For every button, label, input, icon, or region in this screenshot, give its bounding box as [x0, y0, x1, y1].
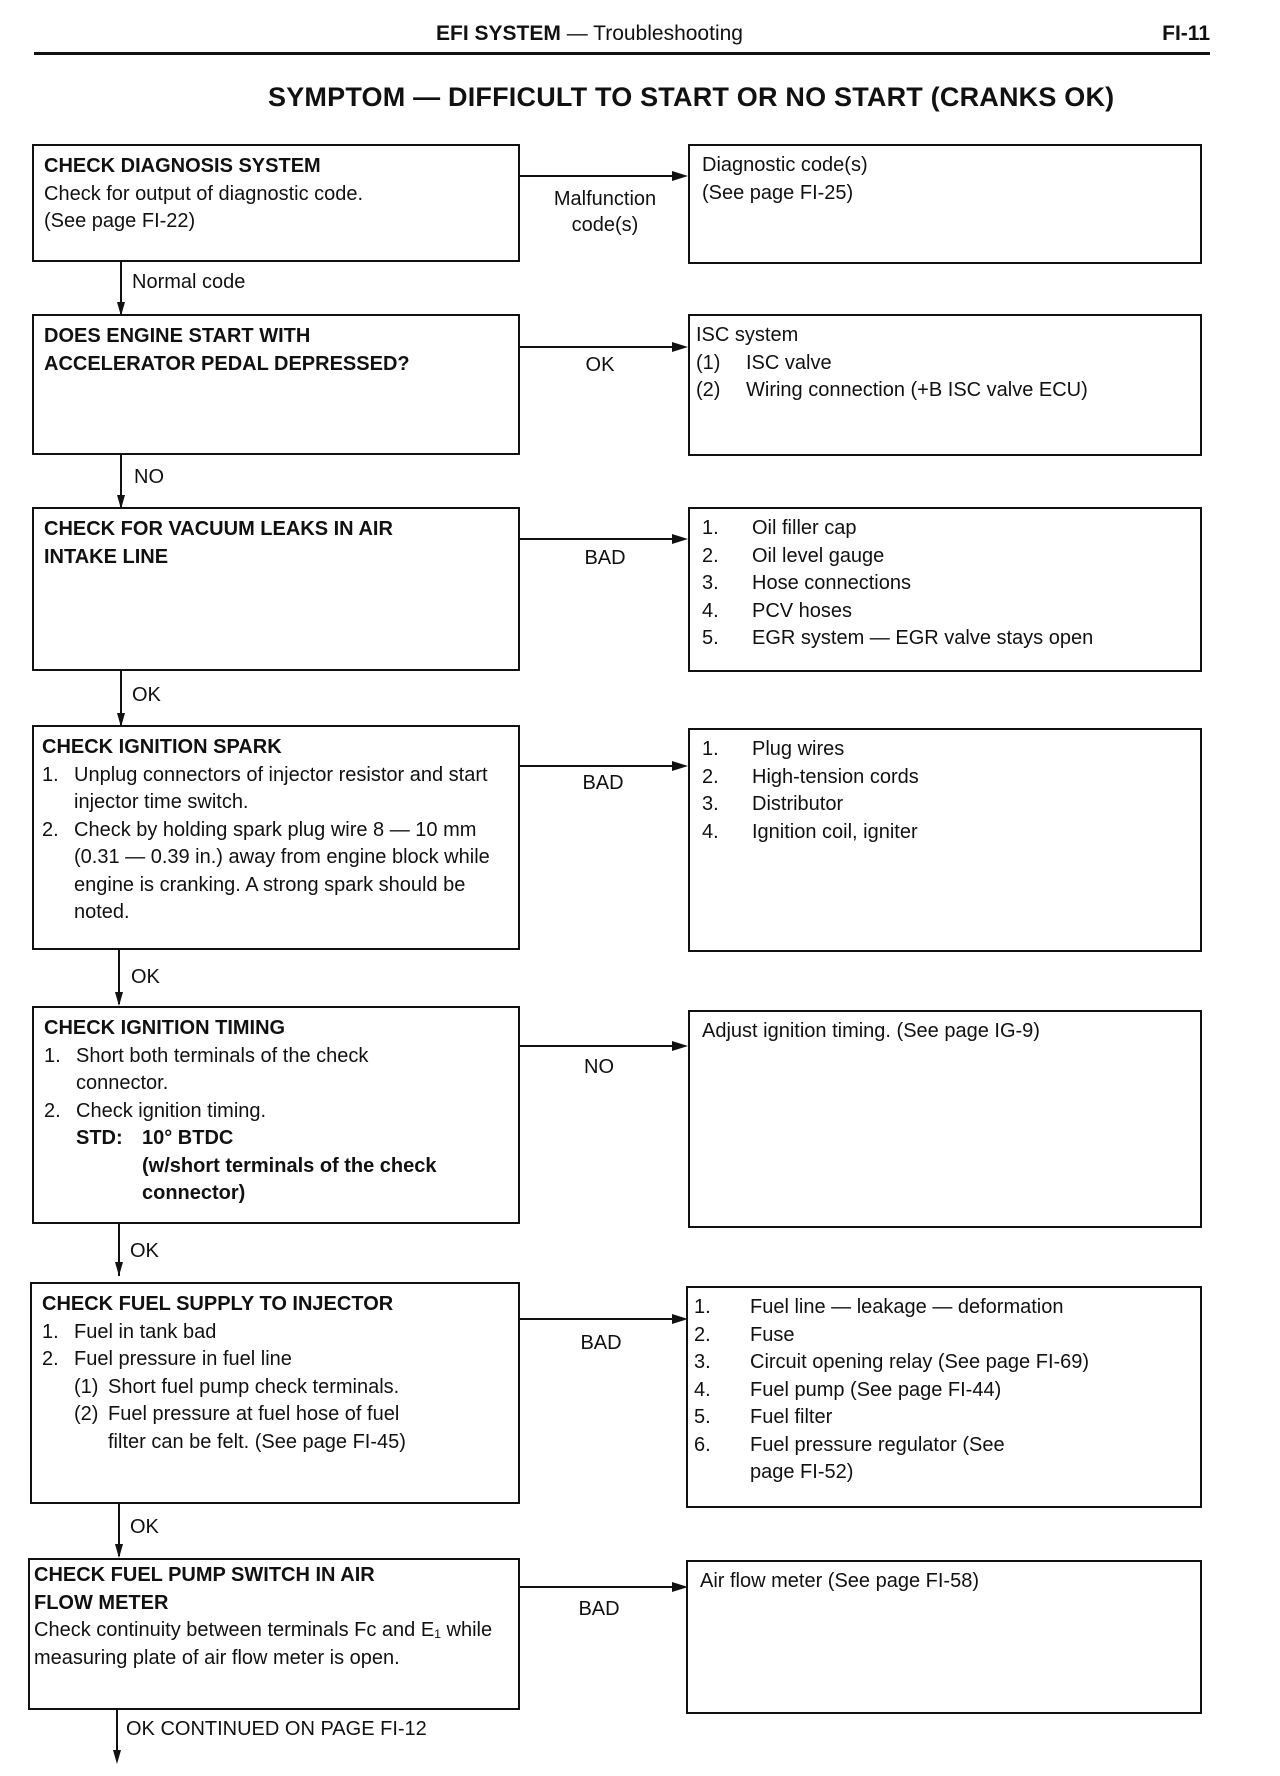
result-item: 2. Fuse — [694, 1323, 795, 1346]
branch-connector — [520, 765, 676, 767]
result-line: Air flow meter (See page FI-58) — [700, 1570, 979, 1592]
result-item: 6. Fuel pressure regulator (See page FI-52) — [694, 1433, 1005, 1483]
step-check-diagnosis-system — [32, 144, 520, 262]
result-item: 3. Circuit opening relay (See page FI-69) — [694, 1351, 1090, 1373]
arrow-right-icon — [672, 171, 688, 181]
step-check-ignition-spark — [32, 725, 520, 950]
result-adjust-ignition-timing — [688, 1010, 1202, 1228]
page-header-title — [436, 22, 743, 46]
step-item: 1. Fuel in tank bad — [42, 1320, 217, 1343]
branch-label-bad: BAD — [584, 547, 626, 569]
result-line: Adjust ignition timing. (See page IG-9) — [702, 1020, 1040, 1042]
flow-label-ok: OK — [130, 1516, 159, 1538]
step-title: CHECK IGNITION TIMING — [44, 1017, 286, 1039]
result-item: 3. Hose connections — [702, 572, 911, 594]
step-title: CHECK FUEL SUPPLY TO INJECTOR — [42, 1293, 394, 1315]
result-item: 1. Plug wires — [702, 738, 845, 760]
step-sub-item: (1) Short fuel pump check terminals. — [74, 1375, 400, 1398]
result-air-flow-meter — [686, 1560, 1202, 1714]
step-body-line: (See page FI-22) — [44, 210, 196, 232]
result-item: (1) ISC valve — [696, 351, 832, 374]
arrow-down-icon — [115, 1544, 123, 1558]
flow-label-normal-code: Normal code — [132, 271, 246, 293]
step-item: 1. Short both terminals of the check connector. — [44, 1044, 369, 1094]
result-item: 1. Oil filler cap — [702, 517, 857, 539]
page-number: FI-11 — [1162, 22, 1210, 45]
step-item: 2. Check by holding spark plug wire 8 — 10 mm (0.31 — 0.39 in.) away from engine block while engine is cranking. A strong spark should be noted. — [42, 818, 490, 923]
step-title: CHECK IGNITION SPARK — [42, 736, 282, 758]
result-title: ISC system — [696, 324, 799, 346]
spec-value: 10° BTDC — [142, 1127, 234, 1149]
step-body-line: Check for output of diagnostic code. — [44, 182, 364, 205]
branch-label-bad: BAD — [582, 772, 624, 794]
step-check-vacuum-leaks — [32, 507, 520, 671]
section-name: EFI SYSTEM — [436, 22, 561, 45]
step-title-line: INTAKE LINE — [44, 545, 169, 568]
result-isc-system — [688, 314, 1202, 456]
result-item: 2. Oil level gauge — [702, 544, 885, 567]
spec-standard — [44, 1125, 508, 1208]
result-item: 3. Distributor — [702, 793, 844, 815]
branch-label-ok: OK — [585, 354, 615, 376]
result-item: 5. EGR system — EGR valve stays open — [702, 627, 1094, 649]
result-line: (See page FI-25) — [702, 181, 854, 204]
branch-label-bad: BAD — [580, 1332, 622, 1354]
spec-key: STD: — [76, 1127, 123, 1149]
step-title-line: FLOW METER — [34, 1591, 169, 1614]
flow-label-ok: OK — [131, 966, 160, 988]
arrow-right-icon — [672, 761, 688, 771]
branch-connector — [520, 175, 676, 177]
result-item: 2. High-tension cords — [702, 765, 919, 788]
step-title: CHECK DIAGNOSIS SYSTEM — [44, 155, 321, 177]
flow-label-ok: OK — [130, 1240, 159, 1262]
result-line: Diagnostic code(s) — [702, 154, 868, 176]
arrow-right-icon — [672, 342, 688, 352]
step-title-line: DOES ENGINE START WITH — [44, 325, 311, 347]
branch-label-no: NO — [584, 1056, 614, 1078]
spec-note: (w/short terminals of the check connector) — [142, 1154, 437, 1204]
arrow-down-icon — [115, 1262, 123, 1276]
result-ignition-spark-causes — [688, 728, 1202, 952]
step-item: 2. Check ignition timing. — [44, 1099, 267, 1122]
result-fuel-supply-causes — [686, 1286, 1202, 1508]
branch-connector — [520, 1586, 676, 1588]
result-vacuum-leak-causes — [688, 507, 1202, 672]
branch-connector — [520, 346, 676, 348]
symptom-heading: SYMPTOM — DIFFICULT TO START OR NO START (CRANKS OK) — [268, 82, 1115, 112]
header-rule — [34, 52, 1210, 55]
step-item: 2. Fuel pressure in fuel line — [42, 1348, 292, 1370]
branch-label-bad: BAD — [578, 1598, 620, 1620]
step-check-fuel-pump-switch — [28, 1558, 520, 1710]
flow-label-ok: OK — [132, 684, 161, 706]
arrow-down-icon — [115, 992, 123, 1006]
step-sub-item: (2) Fuel pressure at fuel hose of fuel filter can be felt. (See page FI-45) — [74, 1403, 406, 1453]
step-check-ignition-timing — [32, 1006, 520, 1224]
result-item: (2) Wiring connection (+B ISC valve ECU) — [696, 379, 1088, 401]
step-title-line: CHECK FOR VACUUM LEAKS IN AIR — [44, 518, 393, 540]
result-item: 4. PCV hoses — [702, 599, 853, 622]
step-body: Check continuity between terminals Fc and E₁ while measuring plate of air flow meter is open. — [34, 1619, 493, 1669]
result-item: 1. Fuel line — leakage — deformation — [694, 1296, 1064, 1318]
branch-connector — [520, 1318, 676, 1320]
step-title-line: CHECK FUEL PUMP SWITCH IN AIR — [34, 1564, 375, 1586]
branch-label-malfunction: Malfunction code(s) — [553, 188, 657, 236]
step-title-line: ACCELERATOR PEDAL DEPRESSED? — [44, 352, 410, 375]
result-item: 5. Fuel filter — [694, 1406, 833, 1428]
result-diagnostic-codes — [688, 144, 1202, 264]
branch-connector — [520, 538, 676, 540]
result-item: 4. Ignition coil, igniter — [702, 820, 918, 843]
step-engine-start-pedal — [32, 314, 520, 455]
section-subtitle: — Troubleshooting — [560, 22, 743, 45]
result-item: 4. Fuel pump (See page FI-44) — [694, 1378, 1002, 1401]
flow-label-continued: OK CONTINUED ON PAGE FI-12 — [126, 1718, 427, 1740]
arrow-right-icon — [672, 534, 688, 544]
branch-connector — [520, 1045, 676, 1047]
arrow-right-icon — [672, 1041, 688, 1051]
step-check-fuel-supply — [30, 1282, 520, 1504]
flow-label-no: NO — [134, 466, 164, 488]
arrow-down-icon — [113, 1750, 121, 1764]
step-item: 1. Unplug connectors of injector resistor and start injector time switch. — [42, 763, 488, 813]
